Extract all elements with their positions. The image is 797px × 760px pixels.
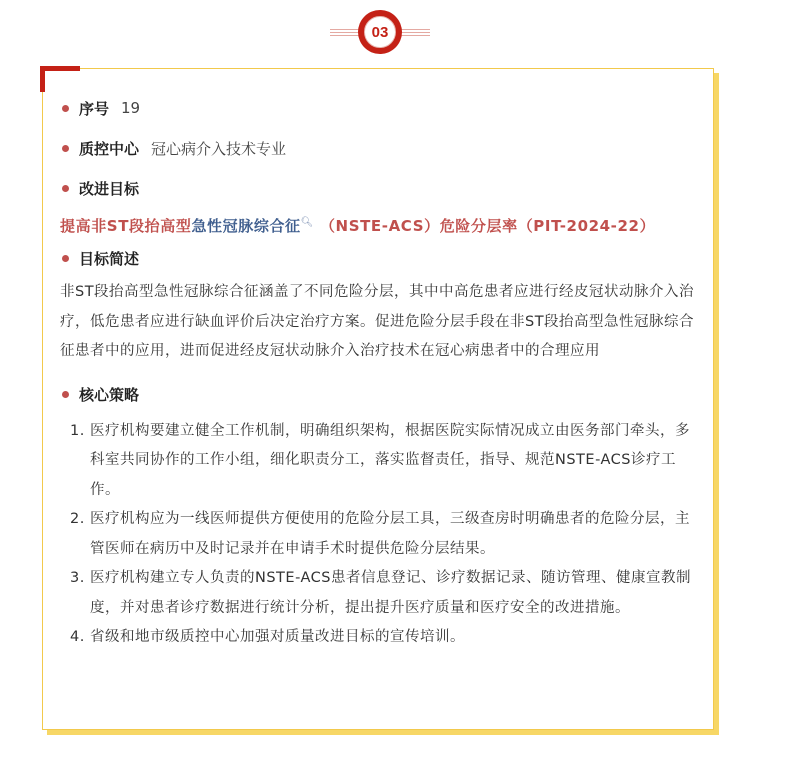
search-icon[interactable]: 🔍︎ <box>300 217 314 228</box>
field-seq-value: 19 <box>121 99 141 117</box>
strategy-item <box>60 505 700 564</box>
strategy-item <box>60 417 700 506</box>
strategy-item <box>60 623 700 653</box>
bullet-dot-icon <box>62 185 69 192</box>
goal-keyword-link[interactable]: 急性冠脉综合征 <box>191 217 301 235</box>
goal-suffix: （NSTE-ACS）危险分层率（PIT-2024-22） <box>319 217 656 235</box>
field-strategy <box>60 381 700 409</box>
badge-number: 03 <box>364 16 396 48</box>
summary-text: 非ST段抬高型急性冠脉综合征涵盖了不同危险分层，其中中高危患者应进行经皮冠状动脉介入治疗，低危患者应进行缺血评价后决定治疗方案。促进危险分层手段在非ST段抬高型急性冠脉综合征患者中的应用，进而促进经皮冠状动脉介入治疗技术在冠心病患者中的合理应用 <box>60 284 695 359</box>
bullet-dot-icon <box>62 145 69 152</box>
strategy-list <box>60 417 700 653</box>
strategy-text: 医疗机构要建立健全工作机制，明确组织架构，根据医院实际情况成立由医务部门牵头，多科室共同协作的工作小组，细化职责分工，落实监督责任，指导、规范NSTE-ACS诊疗工作。 <box>90 422 690 498</box>
field-summary-label: 目标简述 <box>79 249 140 268</box>
field-seq-label: 序号 <box>79 99 110 118</box>
goal-prefix: 提高非ST段抬高型 <box>60 217 192 235</box>
strategy-text: 医疗机构应为一线医师提供方便使用的危险分层工具，三级查房时明确患者的危险分层，主管医师在病历中及时记录并在申请手术时提供危险分层结果。 <box>90 511 690 557</box>
card-corner-accent-horizontal <box>40 66 80 71</box>
field-center-value: 冠心病介入技术专业 <box>151 139 287 158</box>
field-center <box>60 134 700 162</box>
bullet-dot-icon <box>62 391 69 398</box>
field-summary <box>60 244 700 272</box>
strategy-number: 2. <box>70 511 85 527</box>
field-goal-label: 改进目标 <box>79 179 140 198</box>
field-center-label: 质控中心 <box>79 139 140 158</box>
strategy-number: 4. <box>70 629 85 645</box>
strategy-text: 医疗机构建立专人负责的NSTE-ACS患者信息登记、诊疗数据记录、随访管理、健康宣教制度，并对患者诊疗数据进行统计分析，提出提升医疗质量和医疗安全的改进措施。 <box>90 570 691 616</box>
field-goal <box>60 174 700 202</box>
strategy-item <box>60 564 700 623</box>
card-content <box>60 94 700 653</box>
strategy-number: 1. <box>70 422 85 439</box>
bullet-dot-icon <box>62 255 69 262</box>
goal-title <box>60 211 700 235</box>
field-strategy-label: 核心策略 <box>79 386 140 404</box>
strategy-text: 省级和地市级质控中心加强对质量改进目标的宣传培训。 <box>90 629 465 645</box>
strategy-number: 3. <box>70 570 85 586</box>
bullet-dot-icon <box>62 105 69 112</box>
section-number-badge <box>330 10 430 56</box>
field-seq <box>60 94 700 122</box>
badge-circle <box>358 10 402 54</box>
